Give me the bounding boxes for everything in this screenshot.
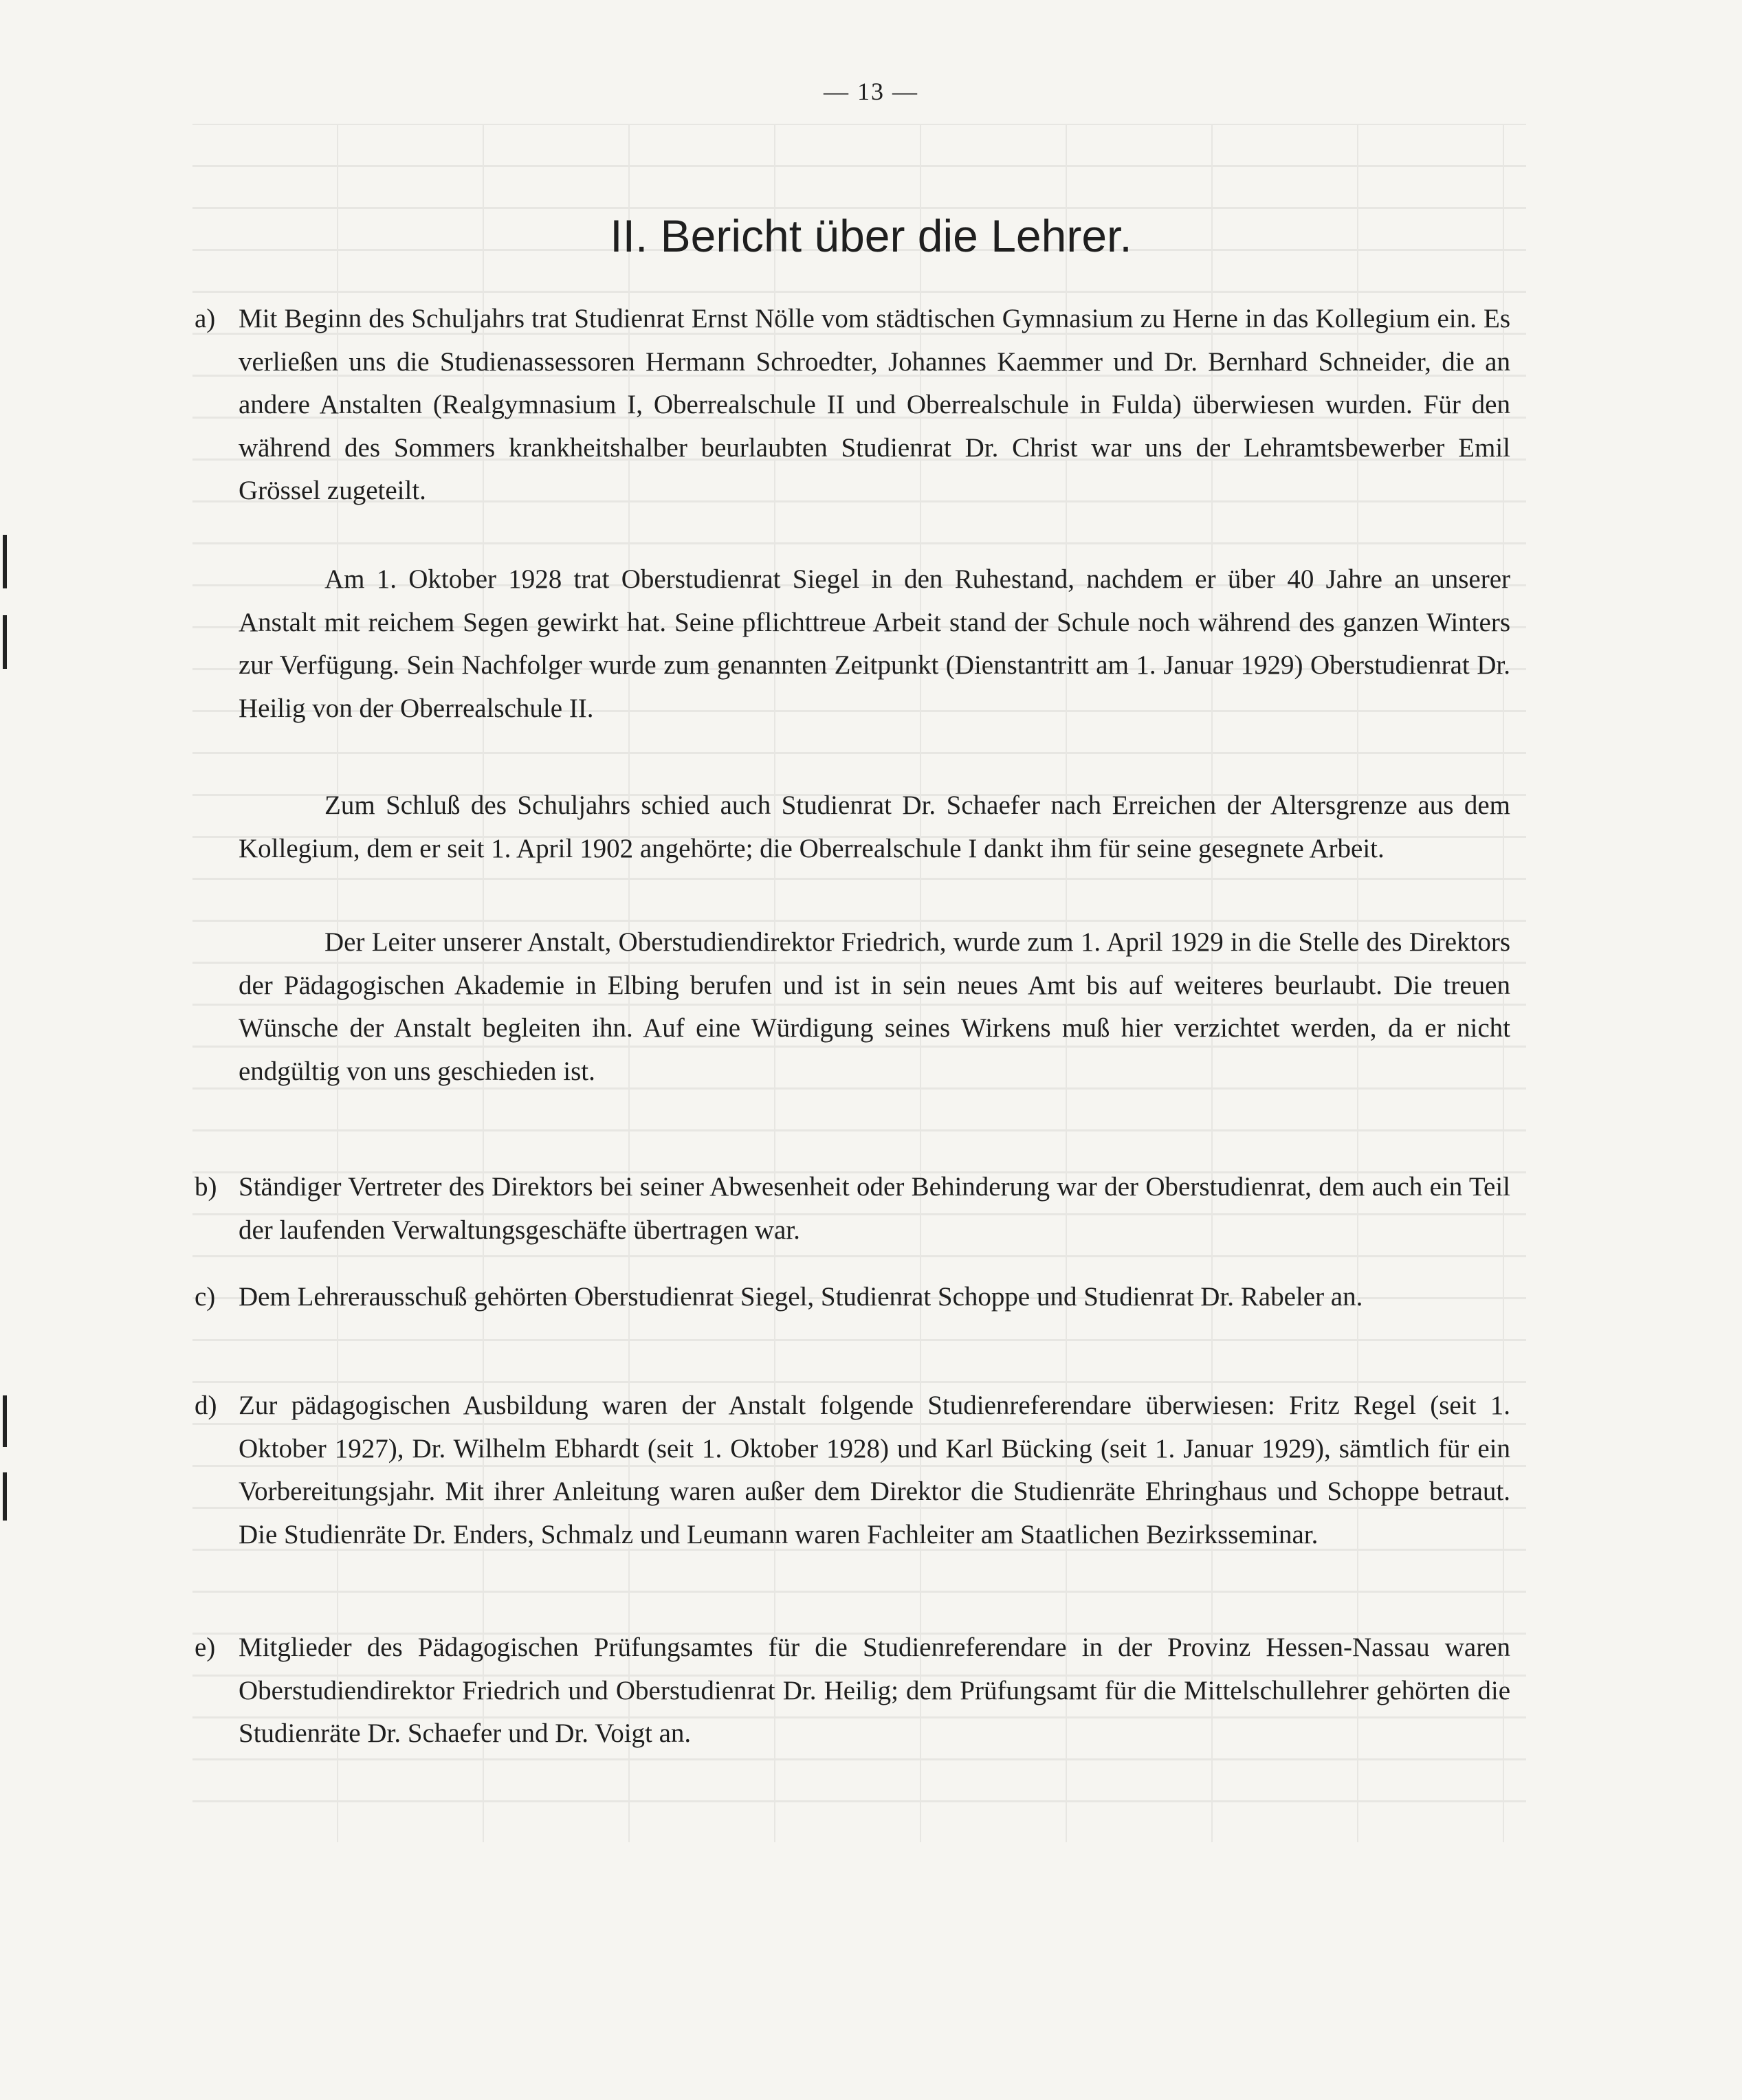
edge-mark — [3, 615, 7, 669]
item-label: c) — [195, 1282, 216, 1312]
edge-mark — [3, 535, 7, 588]
paragraph-a1: Mit Beginn des Schuljahrs trat Studienrat Ernst Nölle vom städtischen Gymnasium zu Herne in das Kollegium ein. Es verließen uns die Studienassessoren Hermann Schroedter, Johannes Kaemmer und Dr. Bernhard Schneider, die an andere Anstalten (Realgymnasium I, Oberrealschule II und Oberrealschule in Fulda) überwiesen wurden. Für den während des Sommers krankheitshalber beurlaubten Studienrat Dr. Christ war uns der Lehramtsbewerber Emil Grössel zugeteilt. — [239, 304, 1510, 505]
paragraph-c: Dem Lehrerausschuß gehörten Oberstudienrat Siegel, Studienrat Schoppe und Studienrat Dr. Rabeler an. — [239, 1282, 1363, 1312]
paragraph-a4: Der Leiter unserer Anstalt, Oberstudiendirektor Friedrich, wurde zum 1. April 1929 in die Stelle des Direktors der Pädagogischen Akademie in Elbing berufen und ist in sein neues Amt bis auf weiteres beurlaubt. Die treuen Wünsche der Anstalt begleiten ihn. Auf eine Würdigung seines Wirkens muß hier verzichtet werden, da er nicht endgültig von uns geschieden ist. — [239, 927, 1510, 1086]
list-item-b — [195, 1166, 1510, 1252]
list-item-a — [195, 298, 1510, 513]
item-label: a) — [195, 304, 216, 333]
paragraph-b: Ständiger Vertreter des Direktors bei seiner Abwesenheit oder Behinderung war der Oberstudienrat, dem auch ein Teil der laufenden Verwaltungsgeschäfte übertragen war. — [239, 1172, 1510, 1245]
item-label: b) — [195, 1172, 217, 1202]
list-item-d — [195, 1384, 1510, 1556]
list-item-c — [195, 1276, 1510, 1319]
list-item-e — [195, 1626, 1510, 1756]
item-label: e) — [195, 1633, 216, 1662]
edge-mark — [3, 1472, 7, 1521]
page-number: — 13 — — [824, 78, 918, 105]
paragraph-e: Mitglieder des Pädagogischen Prüfungsamtes für die Studienreferendare in der Provinz Hessen-Nassau waren Oberstudiendirektor Friedrich und Oberstudienrat Dr. Heilig; dem Prüfungsamt für die Mittelschullehrer gehörten die Studienräte Dr. Schaefer und Dr. Voigt an. — [239, 1633, 1510, 1748]
paragraph-a3: Zum Schluß des Schuljahrs schied auch Studienrat Dr. Schaefer nach Erreichen der Altersgrenze aus dem Kollegium, dem er seit 1. April 1902 angehörte; die Oberrealschule I dankt ihm für seine gesegnete Arbeit. — [239, 791, 1510, 863]
paragraph-d: Zur pädagogischen Ausbildung waren der Anstalt folgende Studienreferendare überwiesen: Fritz Regel (seit 1. Oktober 1927), Dr. Wilhelm Ebhardt (seit 1. Oktober 1928) und Karl Bücking (seit 1. Januar 1929), sämtlich für ein Vorbereitungsjahr. Mit ihrer Anleitung waren außer dem Direktor die Studienräte Ehringhaus und Schoppe betraut. Die Studienräte Dr. Enders, Schmalz und Leumann waren Fachleiter am Staatlichen Bezirksseminar. — [239, 1391, 1510, 1549]
paragraph-a2: Am 1. Oktober 1928 trat Oberstudienrat Siegel in den Ruhestand, nachdem er über 40 Jahre an unserer Anstalt mit reichem Segen gewirkt hat. Seine pflichttreue Arbeit stand der Schule noch während des ganzen Winters zur Verfügung. Sein Nachfolger wurde zum genannten Zeitpunkt (Dienstantritt am 1. Januar 1929) Oberstudienrat Dr. Heilig von der Oberrealschule II. — [239, 564, 1510, 723]
item-label: d) — [195, 1391, 217, 1420]
edge-mark — [3, 1395, 7, 1447]
section-heading: II. Bericht über die Lehrer. — [610, 210, 1132, 261]
